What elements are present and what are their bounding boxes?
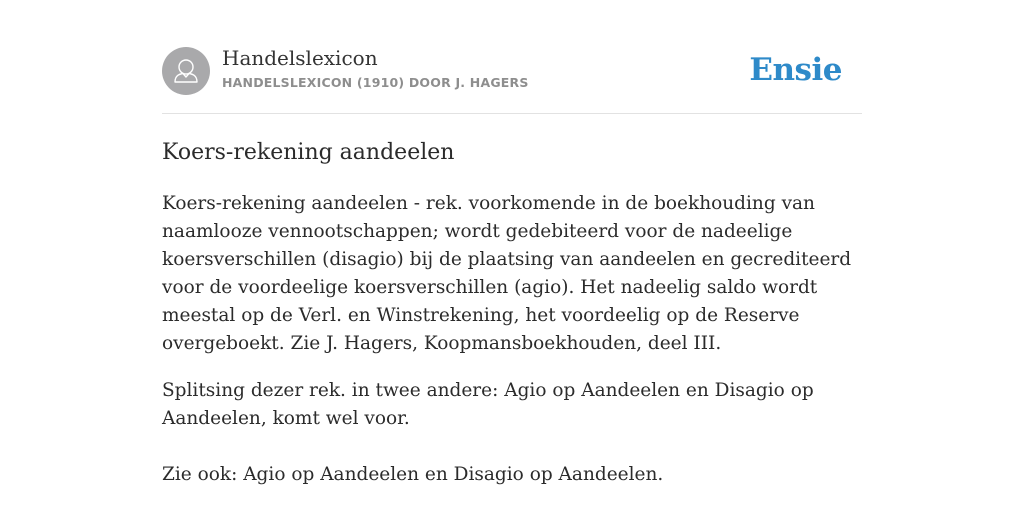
avatar[interactable]	[162, 47, 210, 95]
definition-paragraph: Koers-rekening aandeelen - rek. voorkomende in de boekhouding van naamlooze vennootschappen; wordt gedebiteerd voor de nadeelige koersverschillen (disagio) bij de plaatsing van aandeelen en gecrediteerd voor de voordeelige koersverschillen (agio). Het nadeelig saldo wordt meestal op de Verl. en Winstrekening, het voordeelig op de Reserve overgeboekt. Zie J. Hagers, Koopmansboekhouden, deel III.	[162, 193, 852, 354]
source-title[interactable]: Handelslexicon	[222, 46, 378, 70]
source-subtitle[interactable]: HANDELSLEXICON (1910) DOOR J. HAGERS	[222, 75, 529, 90]
user-placeholder-icon	[162, 47, 210, 95]
source-header	[162, 0, 862, 114]
page-title: Koers-rekening aandeelen	[162, 140, 455, 165]
ensie-logo-link[interactable]: Ensie	[749, 52, 842, 88]
see-also-paragraph: Zie ook: Agio op Aandeelen en Disagio op Aandeelen.	[162, 464, 664, 485]
page-container	[162, 0, 862, 485]
definition-paragraph-2: Splitsing dezer rek. in twee andere: Agio op Aandeelen en Disagio op Aandeelen, komt wel voor.	[162, 380, 814, 429]
